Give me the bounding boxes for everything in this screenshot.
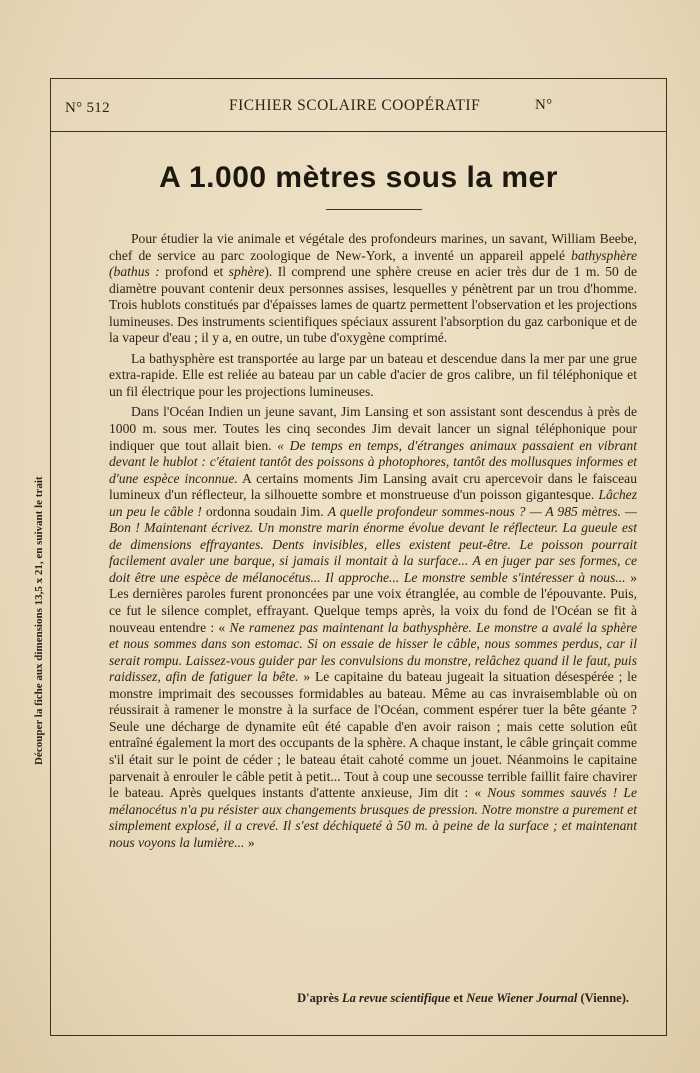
source-suffix: (Vienne). <box>577 991 629 1005</box>
text-run: Dans l'Océan Indien un jeune savant, Jim Lansing et son assistant sont descendus à près de 1000 m. sous mer. Toutes les cinq secondes Jim devait lancer un signal téléphonique pour indiquer que tout allait bien. <box>109 404 637 453</box>
paragraph <box>109 404 637 851</box>
text-run: A certains moments Jim Lansing avait cru apercevoir dans le faisceau lumineux d'un réflecteur, la silhouette sombre et monstrueuse d'un poisson gigantesque. <box>109 470 637 503</box>
source-journal-2: Neue Wiener Journal <box>466 991 578 1005</box>
italic-run: Ne ramenez pas maintenant la bathysphère. Le monstre a avalé la sphère et nous sommes dans son estomac. Si on essaie de hisser le câble, nous sommes perdus, car il serait rompu. Laissez-vous guider par les convulsions du monstre, relâchez quand il le faut, puis raidissez, afin de fatiguer la bête. <box>109 619 638 685</box>
text-run: La bathysphère est transportée au large par un bateau et descendue dans la mer par une grue extra-rapide. Elle est reliée au bateau par un cable d'acier de gros calibre, un fil téléphonique et un fil électrique pour les projections lumineuses. <box>109 350 637 399</box>
title-divider <box>326 209 422 210</box>
italic-run: A quelle profondeur sommes-nous ? — A 985 mètres. — Bon ! Maintenant écrivez. Un monstre marin énorme évolue devant le réflecteur. La gueule est de dimensions effrayantes. Dents invisibles, elles existent peut-être. Le poisson pourrait facilement avaler une barque, si jamais il montait à la surface... A en juger par ses formes, ce doit être une espèce de mélanocétus... Il approche... Le monstre semble s'intéresser à nous... <box>109 503 638 585</box>
text-run: » Le capitaine du bateau jugeait la situation désespérée ; le monstre imprimait des secousses formidables au bateau. Même au cas invraisemblable où on réussirait à ramener le monstre à la surface de l'Océan, comment espérer tuer la bête géante ? Seule une décharge de dynamite eût été capable d'en avoir raison ; mais cette solution eût entraîné également la mort des occupants de la sphère. A chaque instant, le câble grinçait comme s'il était sur le point de céder ; le bateau était cahoté comme un jouet. Néanmoins le capitaine parvenait à enrouler le câble petit à petit... Tout à coup une secousse terrible faillit faire chavirer le bateau. Après quelques instants d'attente anxieuse, Jim dit : « <box>109 669 637 801</box>
text-run: » Les dernières paroles furent prononcées par une voix étranglée, au comble de l'épouvante. Puis, ce fut le silence complet, effrayant. Quelque temps après, la voix du fond de l'Océan se fit à nouveau entendre : « <box>109 569 637 635</box>
paragraph <box>109 231 637 347</box>
collection-title: FICHIER SCOLAIRE COOPÉRATIF <box>229 97 481 114</box>
italic-run: « De temps en temps, d'étranges animaux passaient en vibrant devant le hublot : c'étaient tantôt des poissons à photophores, tantôt des mollusques informes et d'une espèce inconnue. <box>109 437 637 486</box>
source-journal-1: La revue scientifique <box>341 991 451 1005</box>
source-middle: et <box>450 991 467 1005</box>
text-run: profond et <box>165 264 229 280</box>
italic-run: bathysphère (bathus : <box>109 247 637 280</box>
paragraph <box>109 351 637 401</box>
text-run: ordonna soudain Jim. <box>201 503 328 519</box>
text-run: » <box>244 834 255 850</box>
italic-run: Lâchez un peu le câble ! <box>109 487 637 519</box>
card-number: N° 512 <box>65 100 110 116</box>
card-frame <box>50 78 667 1036</box>
italic-run: Nous sommes sauvés ! Le mélanocétus n'a pu résister aux changements brusques de pression. Notre monstre a purement et simplement explosé, il a crevé. Il s'est déchiqueté à 50 m. à peine de la surface ; et maintenant nous voyons la lumière... <box>109 785 637 850</box>
text-run: ). Il comprend une sphère creuse en acier très dur de 1 m. 50 de diamètre pouvant contenir deux personnes assises, lesquelles y pénètrent par un trou d'homme. Trois hublots constitués par d'épaisses lames de quartz permettent l'observation et les projections lumineuses. Des instruments scientifiques spéciaux assurent l'absorption du gaz carbonique et de la vapeur d'eau ; il y a, en outre, un tube d'oxygène comprimé. <box>109 264 637 346</box>
cut-instruction: Découper la fiche aux dimensions 13,5 x 21, en suivant le trait <box>33 476 45 765</box>
source-citation <box>51 991 629 1006</box>
number-label: N° <box>535 97 553 113</box>
card-header <box>51 79 666 132</box>
source-prefix: D'après <box>297 991 342 1005</box>
article-title: A 1.000 mètres sous la mer <box>159 161 558 194</box>
article-body <box>109 231 637 855</box>
italic-run: sphère <box>228 264 265 280</box>
text-run: Pour étudier la vie animale et végétale des profondeurs marines, un savant, William Beebe, chef de service au parc zoologique de New-York, a inventé un appareil appelé <box>109 231 637 263</box>
